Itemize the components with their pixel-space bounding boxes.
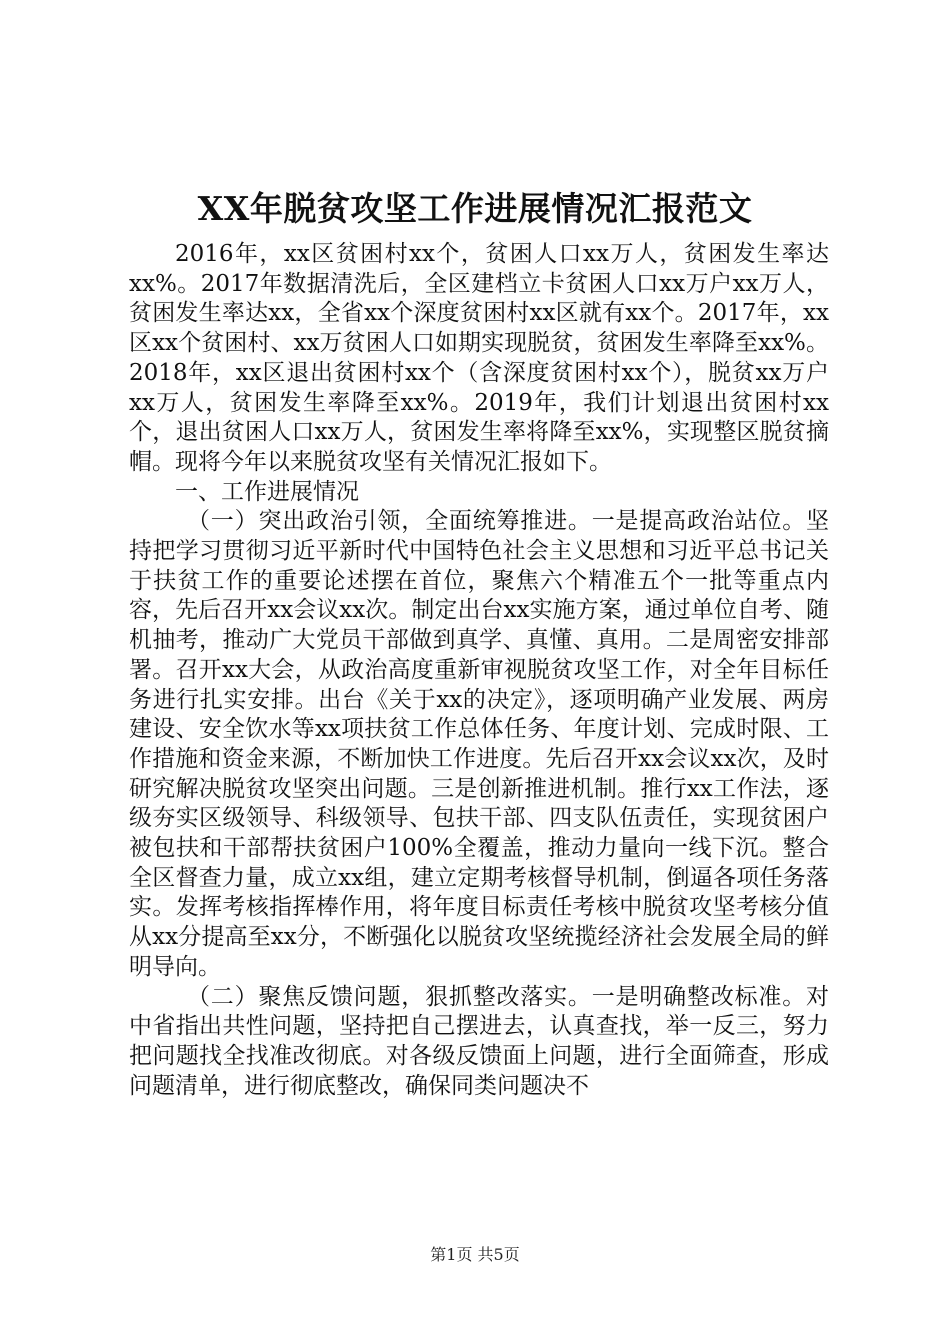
section-heading: 一、工作进展情况 — [175, 478, 359, 505]
subsection-1-paragraph: （一）突出政治引领，全面统筹推进。一是提高政治站位。坚持把学习贯彻习近平新时代中国特色社会主义思想和习近平总书记关于扶贫工作的重要论述摆在首位，聚焦六个精准五个一批等重点内容，先后召开xx会议xx次。制定出台xx实施方案，通过单位自考、随机抽考，推动广大党员干部做到真学、真懂、真用。二是周密安排部署。召开xx大会，从政治高度重新审视脱贫攻坚工作，对全年目标任务进行扎实安排。出台《关于xx的决定》，逐项明确产业发展、两房建设、安全饮水等xx项扶贫工作总体任务、年度计划、完成时限、工作措施和资金来源，不断加快工作进度。先后召开xx会议xx次，及时研究解决脱贫攻坚突出问题。三是创新推进机制。推行xx工作法，逐级夯实区级领导、科级领导、包扶干部、四支队伍责任，实现贫困户被包扶和干部帮扶贫困户100%全覆盖，推动力量向一线下沉。整合全区督查力量，成立xx组，建立定期考核督导机制，倒逼各项任务落实。发挥考核指挥棒作用，将年度目标责任考核中脱贫攻坚考核分值从xx分提高至xx分，不断强化以脱贫攻坚统揽经济社会发展全局的鲜明导向。 — [129, 508, 829, 980]
document-title: XX年脱贫攻坚工作进展情况汇报范文 — [197, 189, 753, 228]
document-body — [129, 240, 829, 1101]
subsection-2-paragraph: （二）聚焦反馈问题，狠抓整改落实。一是明确整改标准。对中省指出共性问题，坚持把自己摆进去，认真查找，举一反三，努力把问题找全找准改彻底。对各级反馈面上问题，进行全面筛查，形成问题清单，进行彻底整改，确保同类问题决不 — [129, 983, 829, 1099]
intro-paragraph: 2016年，xx区贫困村xx个，贫困人口xx万人，贫困发生率达xx%。2017年数据清洗后，全区建档立卡贫困人口xx万户xx万人，贫困发生率达xx，全省xx个深度贫困村xx区就有xx个。2017年，xx区xx个贫困村、xx万贫困人口如期实现脱贫，贫困发生率降至xx%。2018年，xx区退出贫困村xx个（含深度贫困村xx个），脱贫xx万户xx万人，贫困发生率降至xx%。2019年，我们计划退出贫困村xx个，退出贫困人口xx万人，贫困发生率将降至xx%，实现整区脱贫摘帽。现将今年以来脱贫攻坚有关情况汇报如下。 — [129, 241, 829, 475]
page-footer: 第1页 共5页 — [430, 1245, 520, 1264]
